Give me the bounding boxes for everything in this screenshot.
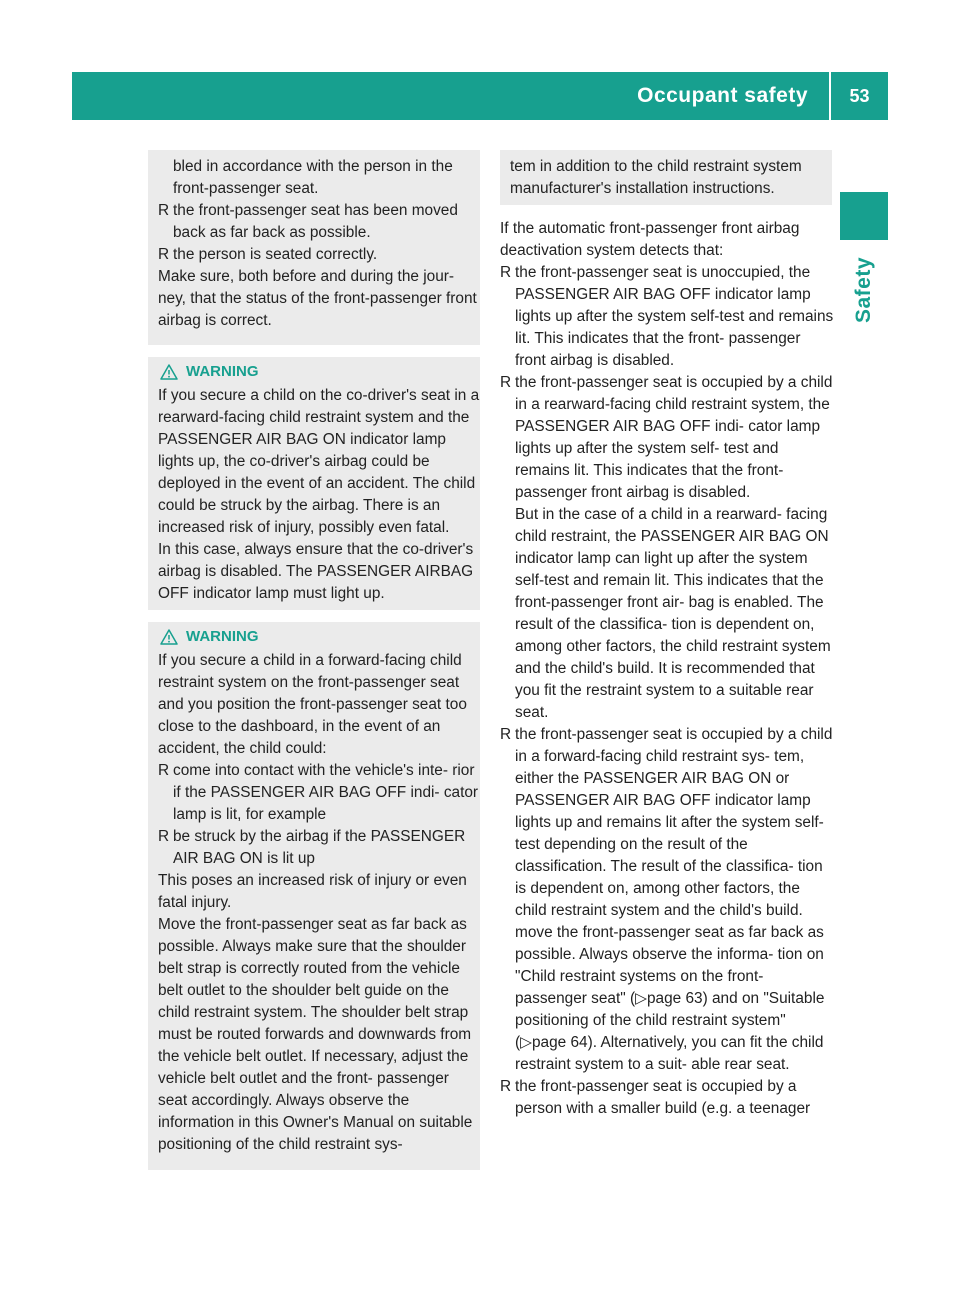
page-ref-arrow-icon: ▷ — [520, 1034, 532, 1051]
warning-heading — [158, 626, 480, 648]
list-item-text: the front-passenger seat has been moved back as far back as possible. — [173, 202, 458, 241]
warning-heading — [158, 361, 480, 383]
list-item — [500, 724, 834, 922]
warning-box — [148, 622, 480, 1170]
paragraph: Move the front-passenger seat as far back as possible. Always make sure that the shoulder belt strap is correctly routed from the vehicle belt outlet to the shoulder belt guide on the child restraint system. The shoulder belt strap must be routed forwards and downwards from the vehicle belt outlet. If necessary, adjust the vehicle belt outlet and the front- passenger seat accordingly. Always observe the information in this Owner's Manual on suitable positioning of the child restraint sys- — [158, 916, 473, 1153]
list-item — [500, 262, 834, 372]
list-item — [158, 244, 480, 266]
warning-triangle-icon — [160, 364, 178, 380]
list-item — [158, 200, 480, 244]
page-header — [72, 72, 888, 120]
continued-text: bled in accordance with the person in the front-passenger seat. — [173, 158, 453, 197]
chapter-title: Occupant safety — [637, 84, 808, 107]
continued-note-box — [148, 150, 480, 345]
continuation-text: move the front-passenger seat as far back as possible. Always observe the informa- tion on "Child restraint systems on the front-passenger seat" ( — [515, 924, 824, 1007]
list-item-text: the front-passenger seat is occupied by a child in a rearward-facing child restraint system, the PASSENGER AIR BAG OFF indi- cator lamp lights up after the system self- test and remains lit. This indicates that the front-passenger front airbag is disabled. — [515, 374, 833, 501]
bullet-marker: R — [500, 264, 512, 281]
bullet-marker: R — [158, 202, 170, 219]
warning-box — [148, 357, 480, 610]
bullet-marker: R — [500, 1078, 512, 1095]
list-item-continuation: But in the case of a child in a rearward- facing child restraint, the PASSENGER AIR BAG ON indicator lamp can light up after the system self-test and remain lit. This indicates that the front-passenger front air- bag is enabled. The result of the classifica- tion is dependent on, among other factors, the child restraint system and the child's build. It is recommended that you fit the restraint system to a suitable rear seat. — [515, 506, 831, 721]
paragraph: This poses an increased risk of injury or even fatal injury. — [158, 872, 467, 911]
paragraph: tem in addition to the child restraint system manufacturer's installation instructions. — [510, 158, 802, 197]
list-item — [500, 372, 834, 504]
list-item-text: the front-passenger seat is occupied by a child in a forward-facing child restraint sys- tem, either the PASSENGER AIR BAG ON or PASSENGER AIR BAG OFF indicator lamp lights up and remains lit after the system self-test depending on the result of the classification. The result of the classifica- tion is dependent on, among other factors, the child restraint system and the child's build. — [515, 726, 833, 919]
list-item-continuation — [500, 922, 834, 1076]
bullet-marker: R — [500, 726, 512, 743]
continued-warning-box — [500, 150, 832, 205]
warning-label: WARNING — [186, 363, 259, 380]
side-tab-label: Safety — [852, 256, 875, 324]
list-item — [158, 760, 480, 826]
main-text-column — [500, 218, 834, 1120]
bullet-marker: R — [158, 828, 170, 845]
side-tab-marker — [840, 192, 888, 240]
list-item-text: be struck by the airbag if the PASSENGER AIR BAG ON is lit up — [173, 828, 466, 867]
intro-paragraph: If the automatic front-passenger front airbag deactivation system detects that: — [500, 220, 800, 259]
paragraph: In this case, always ensure that the co-driver's airbag is disabled. The PASSENGER AIRBAG OFF indicator lamp must light up. — [158, 541, 474, 602]
list-item — [158, 826, 480, 870]
page-ref-link[interactable]: page 64). Alternatively, you can fit the child restraint system to a suit- able rear seat. — [515, 1034, 824, 1073]
paragraph: If you secure a child on the co-driver's seat in a rearward-facing child restraint system and the PASSENGER AIR BAG ON indicator lamp lights up, the co-driver's airbag could be deployed in the event of an accident. The child could be struck by the airbag. There is an increased risk of injury, possibly even fatal. — [158, 387, 480, 536]
bullet-marker: R — [158, 762, 170, 779]
list-item-text: the front-passenger seat is occupied by a person with a smaller build (e.g. a teenager — [515, 1078, 811, 1117]
page-number: 53 — [849, 85, 870, 106]
page-ref-arrow-icon: ▷ — [635, 990, 647, 1007]
list-item-text: the person is seated correctly. — [173, 246, 378, 263]
bullet-marker: R — [500, 374, 512, 391]
list-item-text: the front-passenger seat is unoccupied, the PASSENGER AIR BAG OFF indicator lamp lights up after the system self-test and remains lit. This indicates that the front- passenger front airbag is disabled. — [515, 264, 834, 369]
paragraph: If you secure a child in a forward-facing child restraint system on the front-passenger seat and you position the front-passenger seat too close to the dashboard, in the event of an accident, the child could: — [158, 652, 467, 757]
list-item-text: come into contact with the vehicle's inte- rior if the PASSENGER AIR BAG OFF indi- cator lamp is lit, for example — [173, 762, 479, 823]
page-ref-link[interactable]: page 63) and on "Suitable positioning of the child restraint system" ( — [515, 990, 825, 1051]
list-item — [500, 1076, 834, 1120]
paragraph: Make sure, both before and during the jour- ney, that the status of the front-passenger front airbag is correct. — [158, 268, 477, 329]
warning-triangle-icon — [160, 629, 178, 645]
warning-label: WARNING — [186, 628, 259, 645]
bullet-marker: R — [158, 246, 170, 263]
